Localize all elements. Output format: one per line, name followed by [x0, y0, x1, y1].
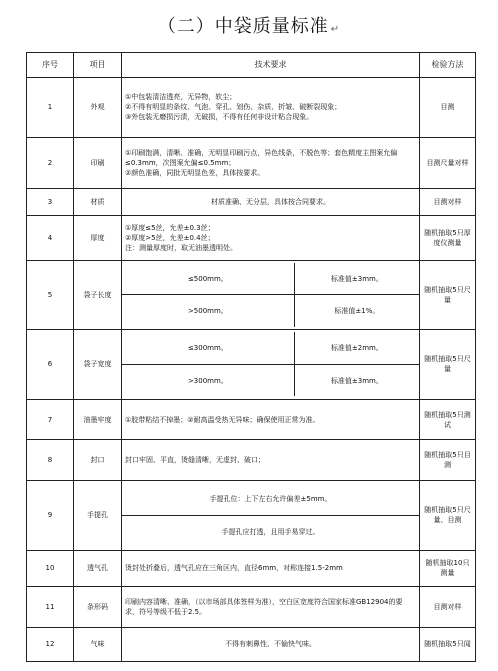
row-number: 12 [27, 627, 74, 661]
row-method: 随机抽取5只尺量 [420, 260, 476, 330]
table-row [27, 330, 476, 400]
row-requirement: ①胶带粘结不掉墨；②耐高温受热无异味；确保使用正常为准。 [122, 399, 420, 440]
row-requirement [122, 77, 420, 137]
row-number: 9 [27, 481, 74, 551]
row-item: 手提孔 [74, 481, 122, 551]
row-requirement: 封口牢固、平直，烫缝清晰，无虚封、破口； [122, 440, 420, 481]
table-row [27, 260, 476, 330]
row-item: 油墨牢度 [74, 399, 122, 440]
row-requirement [122, 260, 420, 330]
row-item: 封口 [74, 440, 122, 481]
requirement-line: ②不得有明显的条纹、气泡、穿孔、划伤、杂质、折皱、破断裂现象； [125, 103, 342, 112]
row-item: 透气孔 [74, 550, 122, 586]
row-item: 材质 [74, 188, 122, 215]
sub-tolerance: 标准值±3mm。 [294, 263, 419, 295]
header-requirement: 技术要求 [122, 53, 420, 78]
row-method: 随机抽取5只厚度仪测量 [420, 215, 476, 260]
quality-standard-table [26, 52, 476, 662]
sub-range: ≤500mm。 [122, 263, 294, 295]
row-requirement: 印刷内容清晰、准确，（以市场部具体签样为准），空白区宽度符合国家标准GB12904的要求，符号等级不低于2.5。 [122, 586, 420, 627]
row-method: 随机抽取10只测量 [420, 550, 476, 586]
sub-tolerance: 标准值±3mm。 [294, 364, 419, 396]
row-item: 印刷 [74, 137, 122, 188]
row-number: 8 [27, 440, 74, 481]
row-method: 目测对样 [420, 586, 476, 627]
requirement-line: ②颜色准确，同批无明显色差，具体按要求。 [125, 168, 265, 177]
sub-range: ≤300mm。 [122, 332, 294, 364]
page-title: （二）中袋质量标准 ↵ [157, 16, 341, 37]
row-requirement [122, 330, 420, 400]
row-item: 厚度 [74, 215, 122, 260]
requirement-line: ③外包装无磨损污渍，无破损，不得有任何非设计粘合现象。 [125, 113, 314, 122]
row-method: 目测 [420, 77, 476, 137]
table-row [27, 188, 476, 215]
row-requirement: 不得有刺鼻性、不愉快气味。 [122, 627, 420, 661]
row-requirement: 材质准确、无分层，具体按合同要求。 [122, 188, 420, 215]
table-row [27, 440, 476, 481]
header-method: 检验方法 [420, 53, 476, 78]
table-row [27, 77, 476, 137]
table-row [27, 481, 476, 551]
sub-range: >500mm。 [122, 295, 294, 327]
row-item: 外观 [74, 77, 122, 137]
table-row [27, 627, 476, 661]
row-item: 袋子宽度 [74, 330, 122, 400]
row-number: 2 [27, 137, 74, 188]
row-item: 袋子长度 [74, 260, 122, 330]
row-number: 10 [27, 550, 74, 586]
row-requirement [122, 137, 420, 188]
requirement-line: ②厚度>5丝，允差±0.4丝； [125, 233, 215, 242]
sub-tolerance: 标准值±2mm。 [294, 332, 419, 364]
table-row [27, 586, 476, 627]
row-method: 随机抽取5只尺量 [420, 330, 476, 400]
requirement-line: ①厚度≤5丝，允差±0.3丝； [125, 223, 215, 232]
row-method: 目测尺量对样 [420, 137, 476, 188]
table-row [27, 137, 476, 188]
row-number: 6 [27, 330, 74, 400]
requirement-line: ①中包装清洁透亮，无异物，软尘； [125, 93, 237, 102]
row-number: 3 [27, 188, 74, 215]
row-method: 随机抽取5只尺量、目测 [420, 481, 476, 551]
sub-tolerance: 标准值±1%。 [294, 295, 419, 327]
row-number: 11 [27, 586, 74, 627]
table-header-row [27, 53, 476, 78]
row-item: 条形码 [74, 586, 122, 627]
table-row [27, 399, 476, 440]
row-number: 5 [27, 260, 74, 330]
row-method: 目测对样 [420, 188, 476, 215]
row-requirement [122, 215, 420, 260]
sub-range: >300mm。 [122, 364, 294, 396]
table-row [27, 215, 476, 260]
row-method: 随机抽取5只测试 [420, 399, 476, 440]
row-number: 1 [27, 77, 74, 137]
requirement-line: 手提孔位：上下左右允许偏差±5mm。 [122, 483, 419, 515]
requirement-line: 手提孔应打透，且用手易穿过。 [122, 515, 419, 547]
row-requirement [122, 481, 420, 551]
row-requirement: 烫封处折叠后，透气孔应在三角区内，直径6mm，对称连接1.5-2mm [122, 550, 420, 586]
header-item: 项目 [74, 53, 122, 78]
row-number: 4 [27, 215, 74, 260]
header-no: 序号 [27, 53, 74, 78]
requirement-line: 注：测量厚度时，取无油墨透明处。 [125, 243, 237, 252]
row-method: 随机抽取5只闻 [420, 627, 476, 661]
row-item: 气味 [74, 627, 122, 661]
table-row [27, 550, 476, 586]
row-method: 随机抽取5只目测 [420, 440, 476, 481]
requirement-line: ①印刷饱满，清晰、准确，无明显印刷污点，异色线条，不脱色等；套色精度主图案允偏≤0.3mm，次图案允偏≤0.5mm； [125, 148, 398, 167]
row-number: 7 [27, 399, 74, 440]
